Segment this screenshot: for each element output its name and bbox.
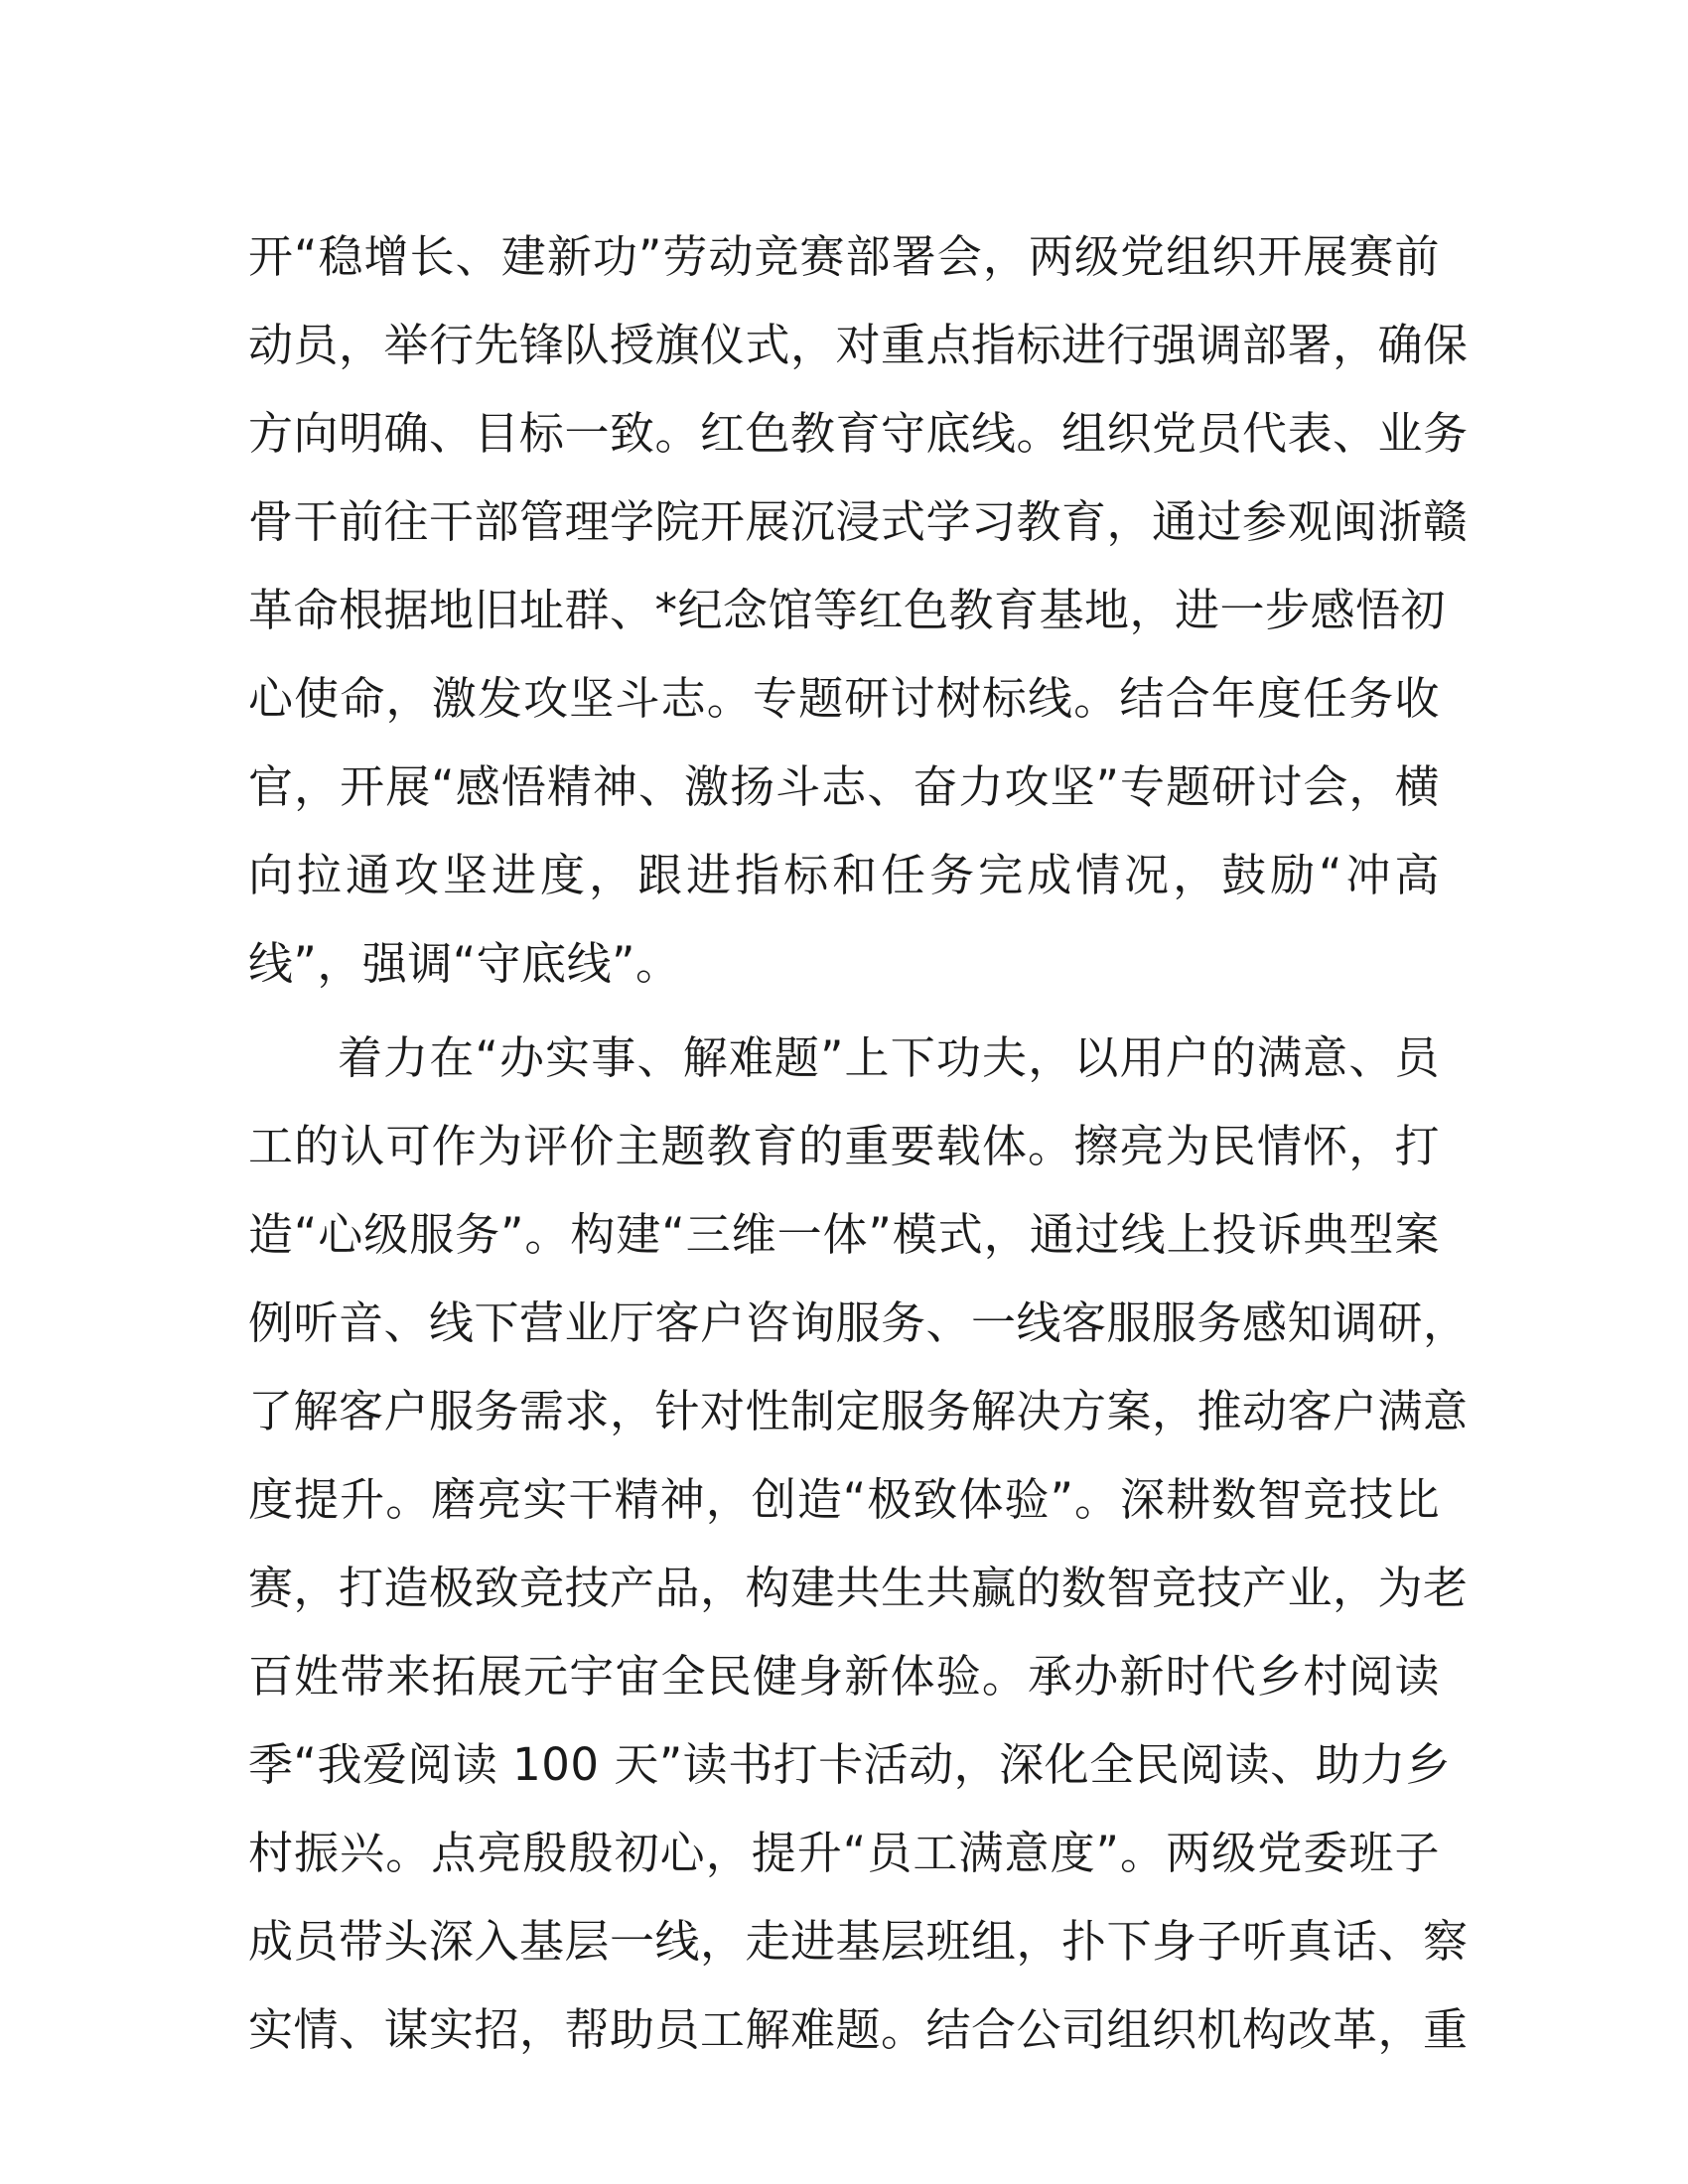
text-line: 例听音、线下营业厅客户咨询服务、一线客服服务感知调研，	[248, 1297, 1469, 1349]
text-line: 官，开展“感悟精神、激扬斗志、奋力攻坚”专题研讨会，横	[248, 760, 1440, 813]
text-line: 开“稳增长、建新功”劳动竞赛部署会，两级党组织开展赛前	[248, 230, 1440, 283]
text-line: 方向明确、目标一致。红色教育守底线。组织党员代表、业务	[248, 407, 1469, 460]
text-line: 了解客户服务需求，针对性制定服务解决方案，推动客户满意	[248, 1385, 1469, 1437]
text-line: 百姓带来拓展元宇宙全民健身新体验。承办新时代乡村阅读	[248, 1650, 1440, 1703]
text-line: 成员带头深入基层一线，走进基层班组，扑下身子听真话、察	[248, 1915, 1469, 1968]
text-line: 工的认可作为评价主题教育的重要载体。擦亮为民情怀，打	[248, 1120, 1440, 1172]
text-line: 实情、谋实招，帮助员工解难题。结合公司组织机构改革，重	[248, 2003, 1469, 2056]
text-line: 造“心级服务”。构建“三维一体”模式，通过线上投诉典型案	[248, 1208, 1440, 1261]
paragraph-1	[248, 212, 1469, 1008]
text-line: 心使命，激发攻坚斗志。专题研讨树标线。结合年度任务收	[248, 672, 1440, 725]
text-line: 村振兴。点亮殷殷初心，提升“员工满意度”。两级党委班子	[248, 1827, 1440, 1879]
text-line: 着力在“办实事、解难题”上下功夫，以用户的满意、员	[338, 1031, 1440, 1084]
text-line: 骨干前往干部管理学院开展沉浸式学习教育，通过参观闽浙赣	[248, 495, 1469, 548]
text-line: 季“我爱阅读 100 天”读书打卡活动，深化全民阅读、助力乡	[248, 1738, 1452, 1791]
paragraph-2	[248, 1014, 1469, 2074]
text-line: 向拉通攻坚进度，跟进指标和任务完成情况，鼓励“冲高	[248, 849, 1440, 901]
text-line: 动员，举行先锋队授旗仪式，对重点指标进行强调部署，确保	[248, 319, 1469, 371]
document-body	[248, 212, 1469, 2074]
text-line: 线”，强调“守底线”。	[248, 937, 681, 990]
text-line: 赛，打造极致竞技产品，构建共生共赢的数智竞技产业，为老	[248, 1562, 1469, 1614]
text-line: 革命根据地旧址群、*纪念馆等红色教育基地，进一步感悟初	[248, 584, 1447, 636]
text-line: 度提升。磨亮实干精神，创造“极致体验”。深耕数智竞技比	[248, 1473, 1440, 1526]
